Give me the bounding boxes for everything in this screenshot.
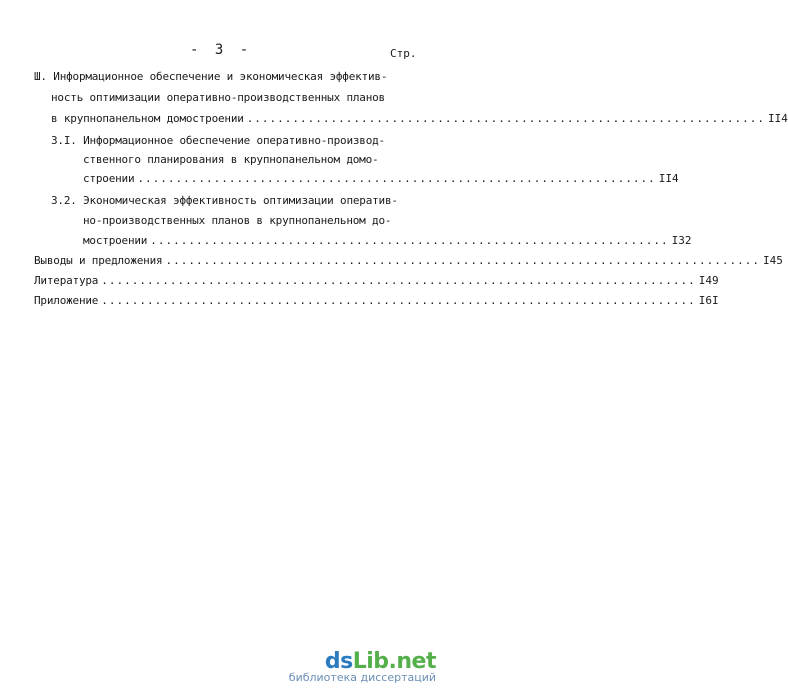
toc-entry-page: I45	[763, 254, 783, 267]
watermark-logo-rest: Lib.net	[352, 649, 436, 674]
toc-entry-appendix	[34, 294, 719, 307]
watermark-logo-ds: ds	[324, 649, 353, 674]
chapter-title-line-3	[51, 112, 788, 125]
toc-entry-label: Приложение	[34, 294, 99, 307]
watermark-subtitle: библиотека диссертаций	[288, 671, 436, 684]
section-1-page: II4	[658, 172, 679, 185]
leader-dots: ....................................................................	[150, 234, 669, 247]
watermark	[289, 649, 436, 684]
toc-entry-literature	[34, 274, 719, 287]
section-2-line-3	[83, 234, 692, 247]
section-2-page: I32	[671, 234, 692, 247]
chapter-page: II4	[768, 112, 788, 125]
leader-dots: ..............................................................................	[101, 274, 696, 287]
section-1-text: строении	[83, 172, 135, 185]
section-1-line-3	[83, 172, 679, 185]
toc-entry-label: Выводы и предложения	[34, 254, 163, 267]
section-1-line-2: ственного планирования в крупнопанельном домо-	[83, 153, 379, 166]
section-2-text: мостроении	[83, 234, 148, 247]
toc-entry-conclusions	[34, 254, 783, 267]
chapter-title-line-1: Ш. Информационное обеспечение и экономическая эффектив-	[34, 70, 388, 83]
page-number: - 3 -	[190, 42, 253, 58]
toc-entry-page: I6I	[698, 294, 719, 307]
page-column-label: Стр.	[390, 47, 417, 60]
leader-dots: ....................................................................	[246, 112, 766, 125]
chapter-title-line-2: ность оптимизации оперативно-производственных планов	[51, 91, 385, 104]
chapter-title-text: в крупнопанельном домостроении	[51, 112, 244, 125]
toc-entry-label: Литература	[34, 274, 99, 287]
leader-dots: ..............................................................................	[165, 254, 761, 267]
leader-dots: ....................................................................	[137, 172, 656, 185]
section-2-line-1: 3.2. Экономическая эффективность оптимизации оператив-	[51, 194, 398, 207]
leader-dots: ..............................................................................	[101, 294, 696, 307]
section-2-line-2: но-производственных планов в крупнопанельном до-	[83, 214, 392, 227]
section-1-line-1: 3.I. Информационное обеспечение оперативно-производ-	[51, 134, 385, 147]
toc-entry-page: I49	[698, 274, 719, 287]
